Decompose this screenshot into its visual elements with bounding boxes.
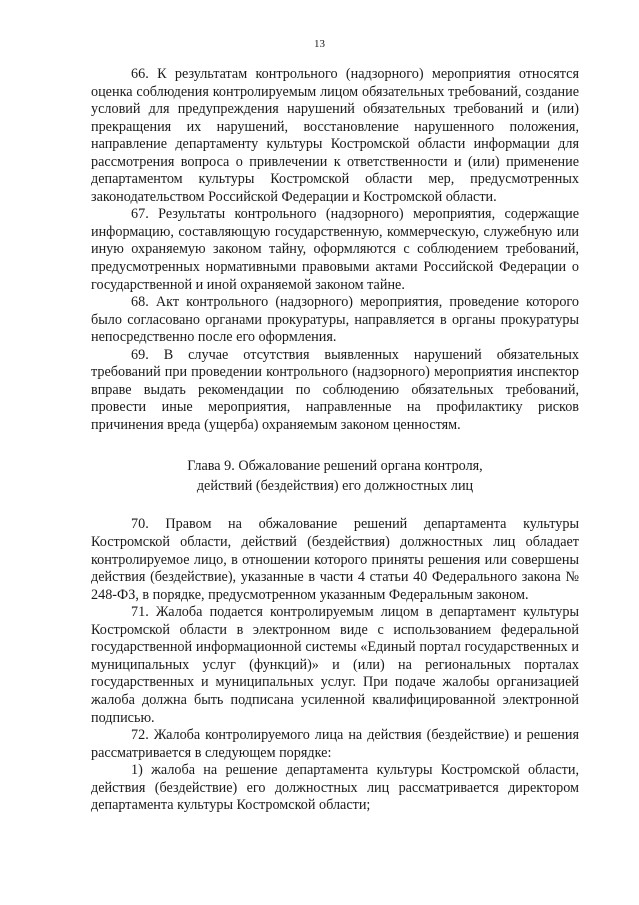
paragraph-70: 70. Правом на обжалование решений департамента культуры Костромской области, действий (бездействия) должностных лиц обладает контролируемое лицо, в отношении которого приняты решения или совершены действия (бездействие), указанные в части 4 статьи 40 Федерального закона № 248-ФЗ, в порядке, предусмотренном указанным Федеральным законом. — [91, 516, 579, 603]
paragraph-67: 67. Результаты контрольного (надзорного) мероприятия, содержащие информацию, составляющую государственную, коммерческую, служебную или иную охраняемую законом тайну, оформляются с соблюдением требований, предусмотренных нормативными правовыми актами Российской Федерации о государственной и иной охраняемой законом тайне. — [91, 206, 579, 293]
chapter-heading-line-1: Глава 9. Обжалование решений органа контроля, — [187, 458, 483, 475]
paragraph-71: 71. Жалоба подается контролируемым лицом в департамент культуры Костромской области в электронном виде с использованием федеральной государственной информационной системы «Единый портал государственных и муниципальных услуг (функций)» и (или) на региональных порталах государственных и муниципальных услуг. При подаче жалобы организацией жалоба должна быть подписана усиленной квалифицированной электронной подписью. — [91, 604, 579, 726]
paragraph-68: 68. Акт контрольного (надзорного) мероприятия, проведение которого было согласовано органами прокуратуры, направляется в органы прокуратуры непосредственно после его оформления. — [91, 294, 579, 346]
paragraph-72: 72. Жалоба контролируемого лица на действия (бездействие) и решения рассматривается в следующем порядке: — [91, 727, 579, 761]
paragraph-66: 66. К результатам контрольного (надзорного) мероприятия относятся оценка соблюдения контролируемым лицом обязательных требований, создание условий для предупреждения нарушений обязательных требований и (или) прекращения их нарушений, восстановление нарушенного положения, направление департаменту культуры Костромской области информации для рассмотрения вопроса о привлечении к ответственности и (или) применение департаментом культуры Костромской области мер, предусмотренных законодательством Российской Федерации и Костромской области. — [91, 66, 579, 205]
chapter-heading-line-2: действий (бездействия) его должностных лиц — [196, 478, 474, 495]
page-number: 13 — [314, 38, 325, 50]
document-body — [91, 66, 579, 815]
chapter-heading — [91, 456, 579, 496]
paragraph-69: 69. В случае отсутствия выявленных нарушений обязательных требований при проведении контрольного (надзорного) мероприятия инспектор вправе выдать рекомендации по соблюдению обязательных требований, провести иные мероприятия, направленные на профилактику рисков причинения вреда (ущерба) охраняемым законом ценностям. — [91, 346, 579, 433]
paragraph-72-item-1: 1) жалоба на решение департамента культуры Костромской области, действия (бездействие) его должностных лиц рассматривается директором департамента культуры Костромской области; — [91, 762, 579, 814]
